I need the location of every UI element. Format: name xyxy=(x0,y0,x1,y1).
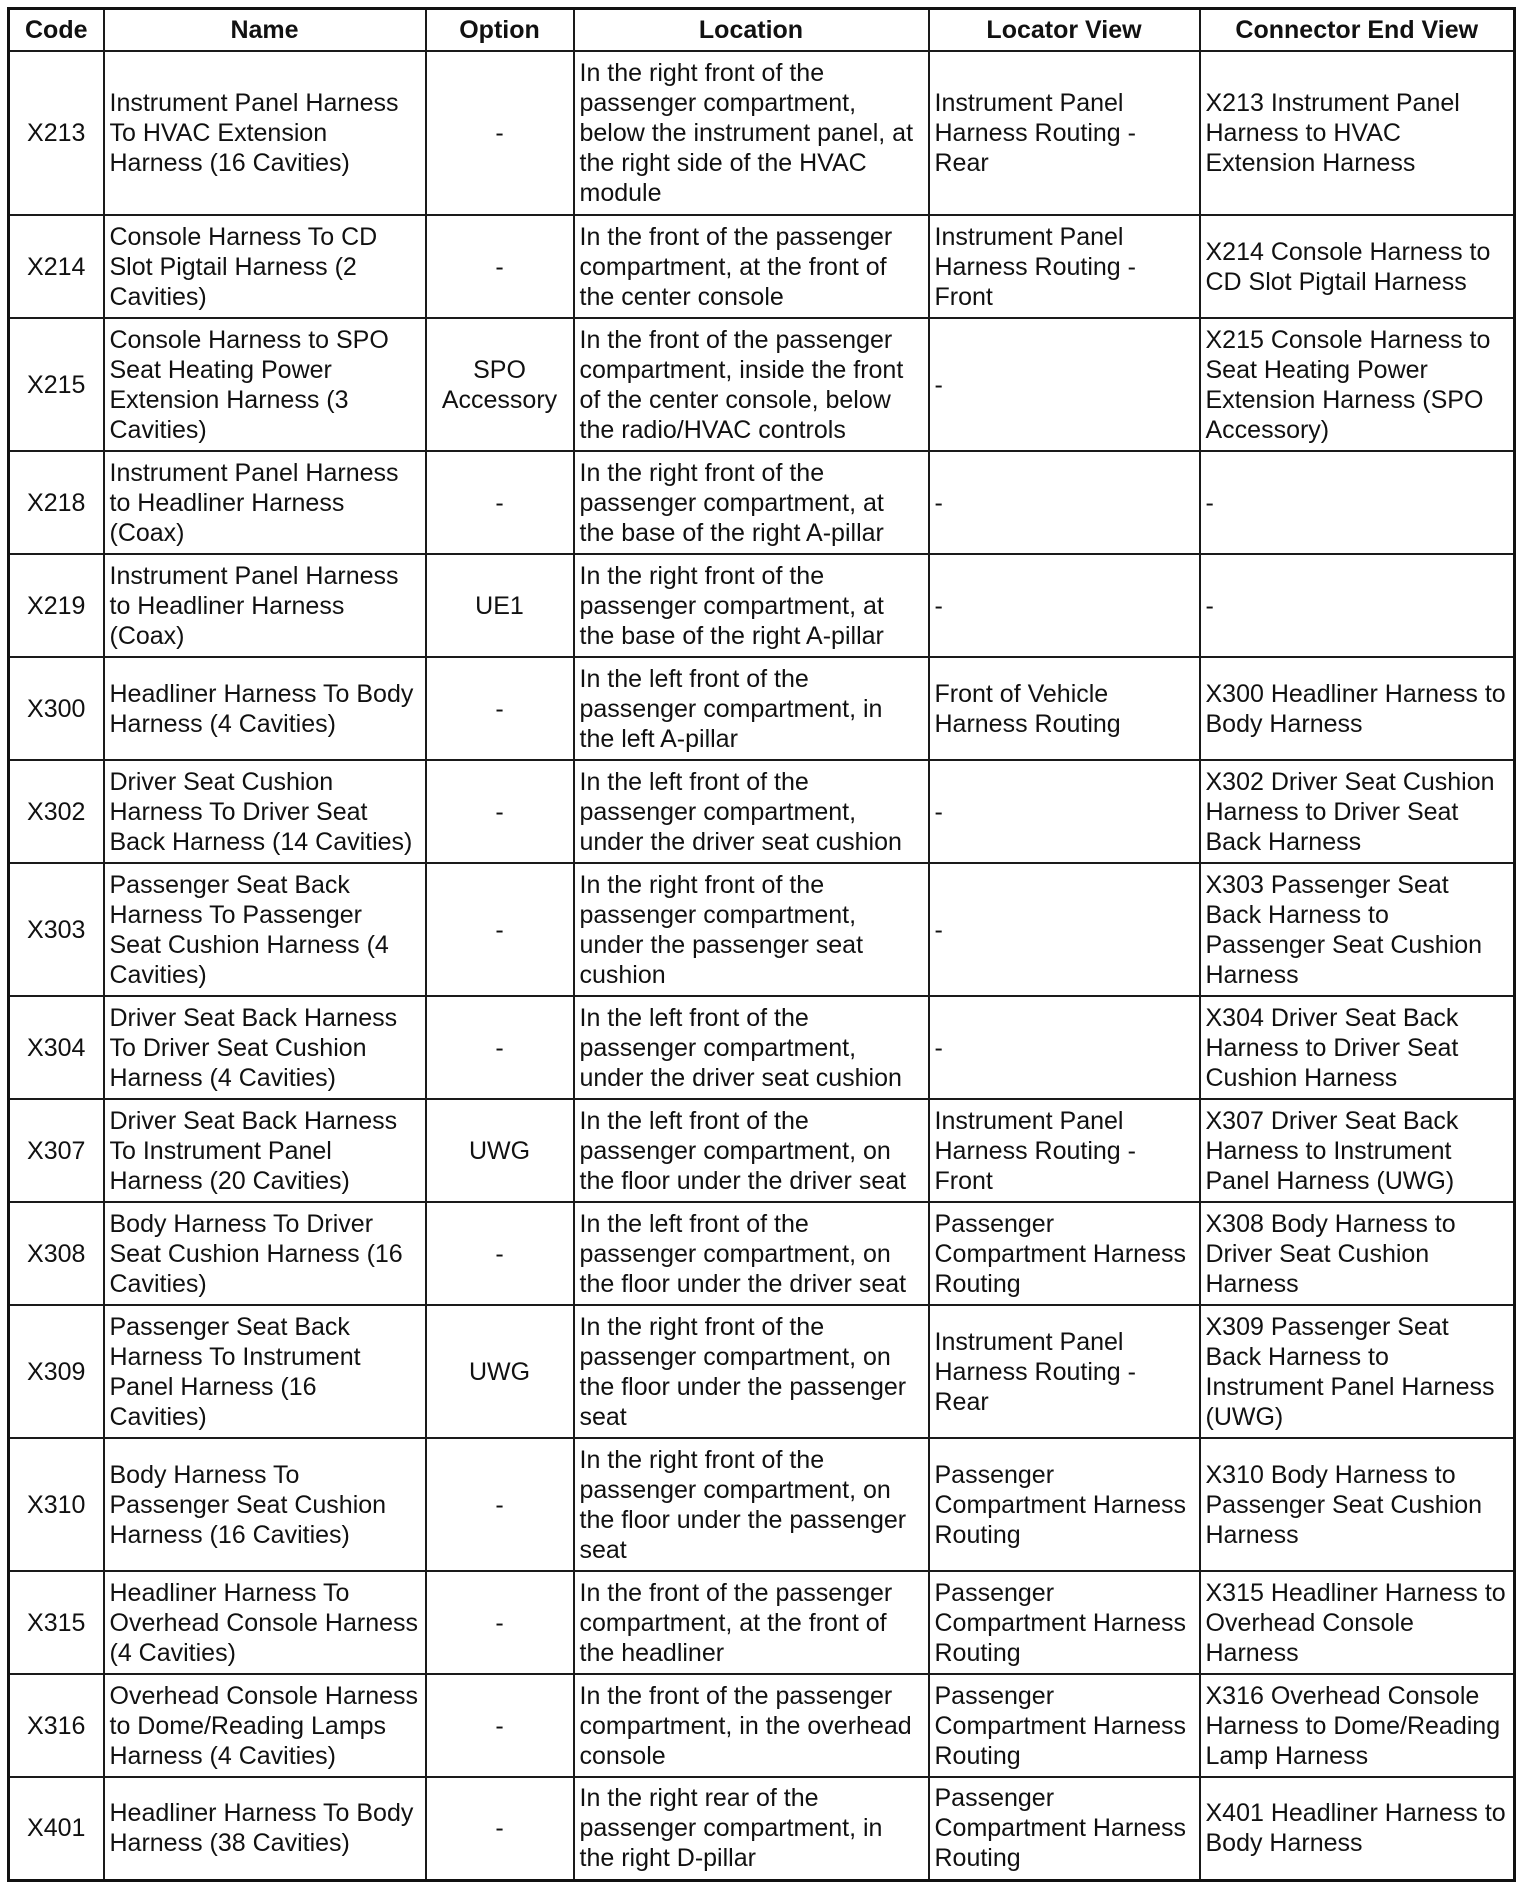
connector-end-view-cell: X315 Headliner Harness to Overhead Console Harness xyxy=(1200,1571,1515,1674)
connector-table xyxy=(7,7,1516,1882)
location-cell: In the left front of the passenger compartment, under the driver seat cushion xyxy=(574,760,929,863)
location-cell: In the right rear of the passenger compartment, in the right D-pillar xyxy=(574,1777,929,1880)
connector-end-view-cell: - xyxy=(1200,554,1515,657)
option-cell: - xyxy=(426,1571,574,1674)
connector-end-view-cell: X304 Driver Seat Back Harness to Driver Seat Cushion Harness xyxy=(1200,996,1515,1099)
name-cell: Headliner Harness To Body Harness (4 Cavities) xyxy=(104,657,426,760)
header-code: Code xyxy=(9,9,104,52)
table-row xyxy=(9,215,1515,318)
location-cell: In the right front of the passenger compartment, on the floor under the passenger seat xyxy=(574,1305,929,1438)
location-cell: In the front of the passenger compartment, in the overhead console xyxy=(574,1674,929,1777)
name-cell: Console Harness to SPO Seat Heating Power Extension Harness (3 Cavities) xyxy=(104,318,426,451)
option-cell: - xyxy=(426,1438,574,1571)
code-cell: X304 xyxy=(9,996,104,1099)
option-cell: UWG xyxy=(426,1305,574,1438)
locator-view-cell: Passenger Compartment Harness Routing xyxy=(929,1674,1200,1777)
name-cell: Instrument Panel Harness to Headliner Harness (Coax) xyxy=(104,451,426,554)
option-cell: - xyxy=(426,657,574,760)
code-cell: X215 xyxy=(9,318,104,451)
table-row xyxy=(9,1438,1515,1571)
name-cell: Driver Seat Cushion Harness To Driver Seat Back Harness (14 Cavities) xyxy=(104,760,426,863)
locator-view-cell: Instrument Panel Harness Routing - Rear xyxy=(929,51,1200,215)
table-row xyxy=(9,1099,1515,1202)
locator-view-cell: Instrument Panel Harness Routing - Front xyxy=(929,1099,1200,1202)
locator-view-cell: - xyxy=(929,863,1200,996)
locator-view-cell: Front of Vehicle Harness Routing xyxy=(929,657,1200,760)
connector-table-wrapper xyxy=(7,7,1516,1882)
table-row xyxy=(9,1305,1515,1438)
option-cell: UWG xyxy=(426,1099,574,1202)
option-cell: - xyxy=(426,51,574,215)
connector-end-view-cell: X401 Headliner Harness to Body Harness xyxy=(1200,1777,1515,1880)
name-cell: Headliner Harness To Overhead Console Harness (4 Cavities) xyxy=(104,1571,426,1674)
table-row xyxy=(9,51,1515,215)
table-row xyxy=(9,863,1515,996)
connector-end-view-cell: X308 Body Harness to Driver Seat Cushion Harness xyxy=(1200,1202,1515,1305)
code-cell: X219 xyxy=(9,554,104,657)
table-row xyxy=(9,554,1515,657)
locator-view-cell: - xyxy=(929,318,1200,451)
table-row xyxy=(9,451,1515,554)
locator-view-cell: - xyxy=(929,451,1200,554)
location-cell: In the right front of the passenger compartment, below the instrument panel, at the right side of the HVAC module xyxy=(574,51,929,215)
option-cell: - xyxy=(426,996,574,1099)
option-cell: SPO Accessory xyxy=(426,318,574,451)
connector-end-view-cell: X310 Body Harness to Passenger Seat Cushion Harness xyxy=(1200,1438,1515,1571)
location-cell: In the front of the passenger compartment, at the front of the center console xyxy=(574,215,929,318)
code-cell: X307 xyxy=(9,1099,104,1202)
code-cell: X214 xyxy=(9,215,104,318)
code-cell: X309 xyxy=(9,1305,104,1438)
name-cell: Overhead Console Harness to Dome/Reading Lamps Harness (4 Cavities) xyxy=(104,1674,426,1777)
table-row xyxy=(9,760,1515,863)
option-cell: - xyxy=(426,1674,574,1777)
header-connector-end-view: Connector End View xyxy=(1200,9,1515,52)
code-cell: X308 xyxy=(9,1202,104,1305)
locator-view-cell: - xyxy=(929,554,1200,657)
option-cell: - xyxy=(426,1777,574,1880)
location-cell: In the right front of the passenger compartment, under the passenger seat cushion xyxy=(574,863,929,996)
locator-view-cell: - xyxy=(929,996,1200,1099)
locator-view-cell: Passenger Compartment Harness Routing xyxy=(929,1438,1200,1571)
locator-view-cell: Passenger Compartment Harness Routing xyxy=(929,1202,1200,1305)
option-cell: UE1 xyxy=(426,554,574,657)
header-name: Name xyxy=(104,9,426,52)
name-cell: Body Harness To Passenger Seat Cushion Harness (16 Cavities) xyxy=(104,1438,426,1571)
location-cell: In the front of the passenger compartment, inside the front of the center console, below the radio/HVAC controls xyxy=(574,318,929,451)
code-cell: X310 xyxy=(9,1438,104,1571)
name-cell: Driver Seat Back Harness To Instrument Panel Harness (20 Cavities) xyxy=(104,1099,426,1202)
name-cell: Console Harness To CD Slot Pigtail Harness (2 Cavities) xyxy=(104,215,426,318)
code-cell: X401 xyxy=(9,1777,104,1880)
name-cell: Instrument Panel Harness To HVAC Extension Harness (16 Cavities) xyxy=(104,51,426,215)
name-cell: Driver Seat Back Harness To Driver Seat Cushion Harness (4 Cavities) xyxy=(104,996,426,1099)
table-row xyxy=(9,1571,1515,1674)
table-row xyxy=(9,1777,1515,1880)
name-cell: Instrument Panel Harness to Headliner Harness (Coax) xyxy=(104,554,426,657)
location-cell: In the right front of the passenger compartment, at the base of the right A-pillar xyxy=(574,451,929,554)
connector-end-view-cell: X307 Driver Seat Back Harness to Instrument Panel Harness (UWG) xyxy=(1200,1099,1515,1202)
connector-end-view-cell: X316 Overhead Console Harness to Dome/Reading Lamp Harness xyxy=(1200,1674,1515,1777)
table-row xyxy=(9,1674,1515,1777)
code-cell: X218 xyxy=(9,451,104,554)
code-cell: X213 xyxy=(9,51,104,215)
connector-end-view-cell: - xyxy=(1200,451,1515,554)
table-row xyxy=(9,996,1515,1099)
code-cell: X303 xyxy=(9,863,104,996)
location-cell: In the left front of the passenger compartment, in the left A-pillar xyxy=(574,657,929,760)
option-cell: - xyxy=(426,215,574,318)
connector-end-view-cell: X213 Instrument Panel Harness to HVAC Extension Harness xyxy=(1200,51,1515,215)
connector-end-view-cell: X302 Driver Seat Cushion Harness to Driver Seat Back Harness xyxy=(1200,760,1515,863)
connector-end-view-cell: X300 Headliner Harness to Body Harness xyxy=(1200,657,1515,760)
location-cell: In the left front of the passenger compartment, on the floor under the driver seat xyxy=(574,1202,929,1305)
code-cell: X300 xyxy=(9,657,104,760)
name-cell: Body Harness To Driver Seat Cushion Harness (16 Cavities) xyxy=(104,1202,426,1305)
option-cell: - xyxy=(426,1202,574,1305)
code-cell: X302 xyxy=(9,760,104,863)
option-cell: - xyxy=(426,451,574,554)
header-locator-view: Locator View xyxy=(929,9,1200,52)
connector-end-view-cell: X309 Passenger Seat Back Harness to Instrument Panel Harness (UWG) xyxy=(1200,1305,1515,1438)
location-cell: In the left front of the passenger compartment, on the floor under the driver seat xyxy=(574,1099,929,1202)
option-cell: - xyxy=(426,760,574,863)
name-cell: Passenger Seat Back Harness To Passenger Seat Cushion Harness (4 Cavities) xyxy=(104,863,426,996)
location-cell: In the left front of the passenger compartment, under the driver seat cushion xyxy=(574,996,929,1099)
connector-end-view-cell: X303 Passenger Seat Back Harness to Passenger Seat Cushion Harness xyxy=(1200,863,1515,996)
locator-view-cell: Passenger Compartment Harness Routing xyxy=(929,1777,1200,1880)
option-cell: - xyxy=(426,863,574,996)
name-cell: Passenger Seat Back Harness To Instrument Panel Harness (16 Cavities) xyxy=(104,1305,426,1438)
code-cell: X315 xyxy=(9,1571,104,1674)
code-cell: X316 xyxy=(9,1674,104,1777)
header-location: Location xyxy=(574,9,929,52)
locator-view-cell: Instrument Panel Harness Routing - Front xyxy=(929,215,1200,318)
connector-end-view-cell: X214 Console Harness to CD Slot Pigtail Harness xyxy=(1200,215,1515,318)
location-cell: In the right front of the passenger compartment, on the floor under the passenger seat xyxy=(574,1438,929,1571)
location-cell: In the front of the passenger compartment, at the front of the headliner xyxy=(574,1571,929,1674)
table-row xyxy=(9,657,1515,760)
locator-view-cell: Instrument Panel Harness Routing - Rear xyxy=(929,1305,1200,1438)
locator-view-cell: - xyxy=(929,760,1200,863)
connector-end-view-cell: X215 Console Harness to Seat Heating Power Extension Harness (SPO Accessory) xyxy=(1200,318,1515,451)
table-row xyxy=(9,318,1515,451)
table-row xyxy=(9,1202,1515,1305)
locator-view-cell: Passenger Compartment Harness Routing xyxy=(929,1571,1200,1674)
location-cell: In the right front of the passenger compartment, at the base of the right A-pillar xyxy=(574,554,929,657)
header-option: Option xyxy=(426,9,574,52)
name-cell: Headliner Harness To Body Harness (38 Cavities) xyxy=(104,1777,426,1880)
header-row xyxy=(9,9,1515,52)
